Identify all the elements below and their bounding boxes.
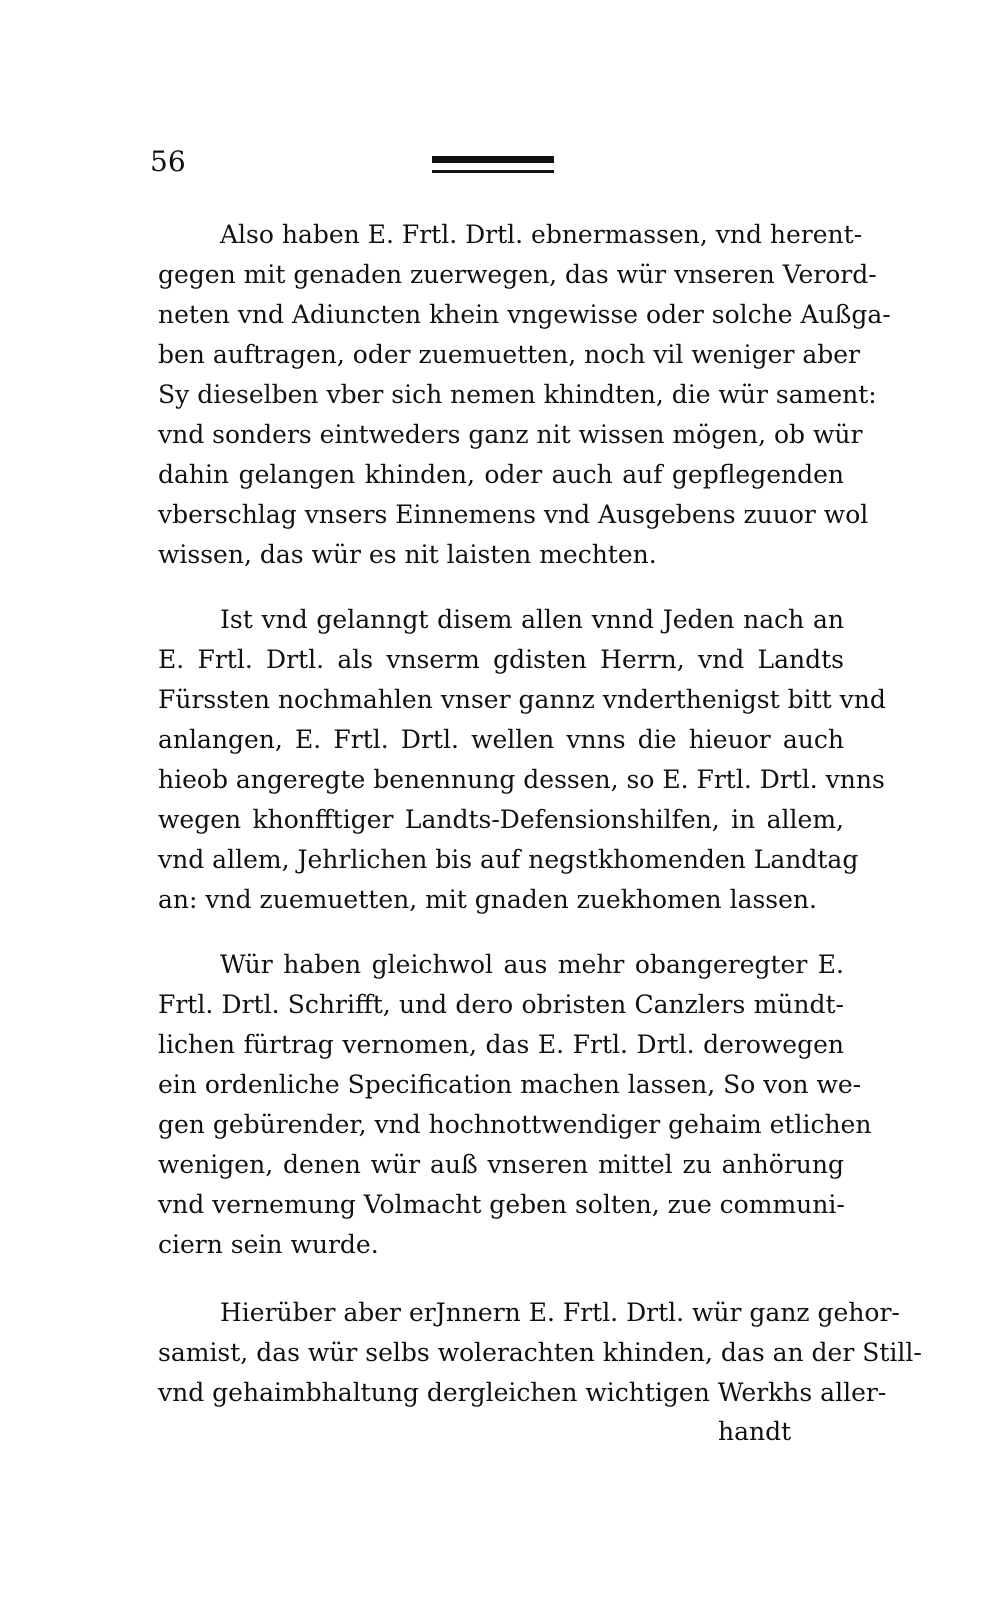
text-line: vnd allem, Jehrlichen bis auf negstkhomenden Landtag xyxy=(158,845,859,874)
text-line: wissen, das wür es nit laisten mechten. xyxy=(158,540,657,569)
text-line: wegen khonfftiger Landts-Defensionshilfen, in allem, xyxy=(158,805,844,834)
header-rule-thick xyxy=(432,156,554,163)
text-line: Hierüber aber erJnnern E. Frtl. Drtl. wür ganz gehor- xyxy=(220,1298,900,1327)
text-line: Also haben E. Frtl. Drtl. ebnermassen, vnd herent- xyxy=(220,220,863,249)
catchword: handt xyxy=(718,1417,792,1446)
text-line: vnd vernemung Volmacht geben solten, zue communi- xyxy=(158,1190,845,1219)
paragraph-3 xyxy=(158,945,872,1265)
text-line: vberschlag vnsers Einnemens vnd Ausgebens zuuor wol xyxy=(158,500,869,529)
text-line: samist, das wür selbs wolerachten khinden, das an der Still- xyxy=(158,1338,922,1367)
text-line: Frtl. Drtl. Schrifft, und dero obristen Canzlers mündt- xyxy=(158,990,844,1019)
text-line: E. Frtl. Drtl. als vnserm gdisten Herrn, vnd Landts xyxy=(158,645,844,674)
text-line: Fürssten nochmahlen vnser gannz vnderthenigst bitt vnd xyxy=(158,685,886,714)
text-line: lichen fürtrag vernomen, das E. Frtl. Drtl. derowegen xyxy=(158,1030,844,1059)
text-line: Sy dieselben vber sich nemen khindten, die wür sament: xyxy=(158,380,877,409)
paragraph-1 xyxy=(158,215,891,575)
text-line: hieob angeregte benennung dessen, so E. Frtl. Drtl. vnns xyxy=(158,765,885,794)
text-line: gegen mit genaden zuerwegen, das wür vnseren Verord- xyxy=(158,260,877,289)
text-line: Wür haben gleichwol aus mehr obangeregter E. xyxy=(220,950,844,979)
paragraph-4 xyxy=(158,1293,922,1413)
text-line: Ist vnd gelanngt disem allen vnnd Jeden nach an xyxy=(220,605,844,634)
header-rule-thin xyxy=(432,170,554,173)
text-line: neten vnd Adiuncten khein vngewisse oder solche Außga- xyxy=(158,300,891,329)
text-line: dahin gelangen khinden, oder auch auf gepflegenden xyxy=(158,460,844,489)
text-line: vnd gehaimbhaltung dergleichen wichtigen Werkhs aller- xyxy=(158,1378,887,1407)
text-line: an: vnd zuemuetten, mit gnaden zuekhomen lassen. xyxy=(158,885,817,914)
text-line: gen gebürender, vnd hochnottwendiger gehaim etlichen xyxy=(158,1110,872,1139)
text-line: anlangen, E. Frtl. Drtl. wellen vnns die hieuor auch xyxy=(158,725,844,754)
text-line: ciern sein wurde. xyxy=(158,1230,379,1259)
text-line: vnd sonders eintweders ganz nit wissen mögen, ob wür xyxy=(158,420,863,449)
text-line: wenigen, denen wür auß vnseren mittel zu anhörung xyxy=(158,1150,844,1179)
text-line: ein ordenliche Specification machen lassen, So von we- xyxy=(158,1070,862,1099)
text-line: ben auftragen, oder zuemuetten, noch vil weniger aber xyxy=(158,340,861,369)
paragraph-2 xyxy=(158,600,886,920)
page-number: 56 xyxy=(150,145,186,178)
